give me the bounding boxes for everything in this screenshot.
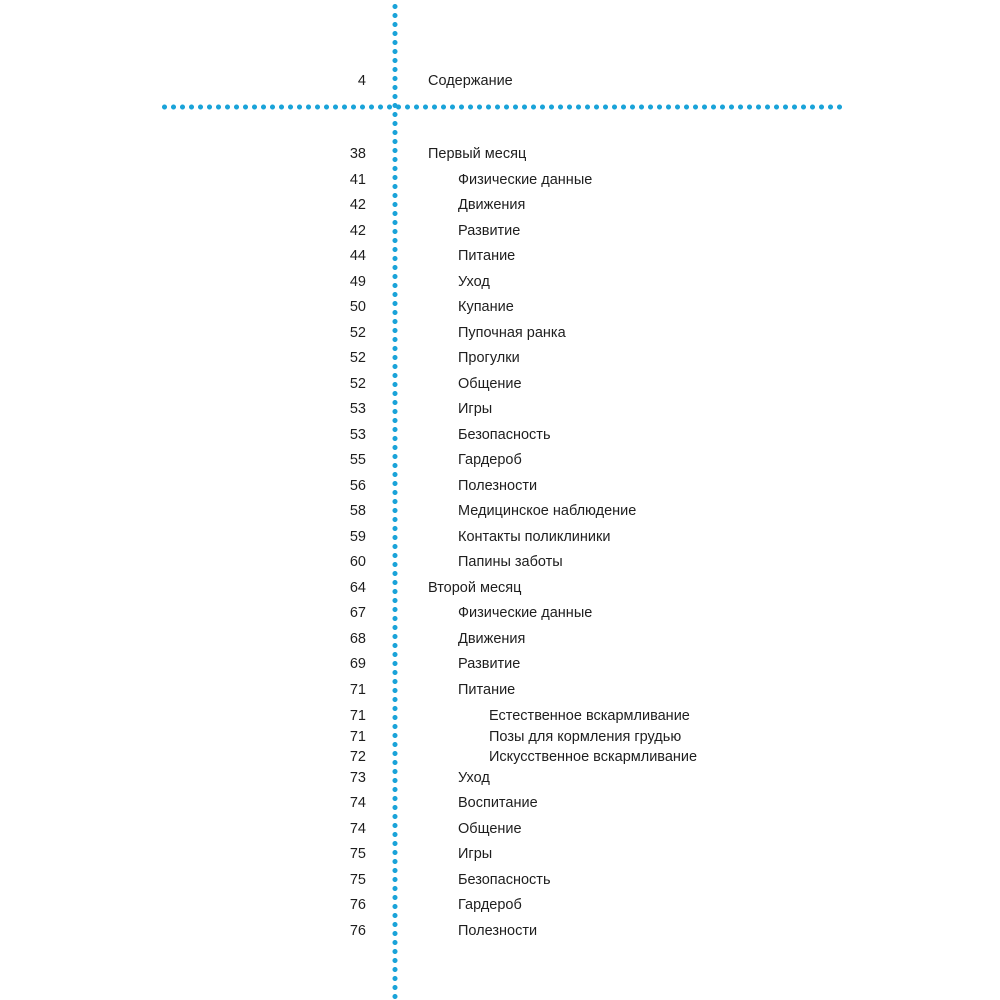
toc-page-number: 60: [349, 554, 366, 570]
toc-entry-title: Питание: [458, 248, 516, 264]
toc-entry[interactable]: [0, 767, 1000, 789]
toc-entry-title: Позы для кормления грудью: [489, 729, 682, 745]
toc-page-number: 56: [349, 478, 366, 494]
toc-entry[interactable]: [0, 602, 1000, 624]
toc-entry[interactable]: [0, 194, 1000, 216]
toc-page-number: 42: [349, 223, 366, 239]
toc-entry[interactable]: [0, 245, 1000, 267]
toc-entry-title: Игры: [458, 846, 493, 862]
toc-page-number: 50: [349, 299, 366, 315]
toc-entry[interactable]: [0, 526, 1000, 548]
toc-entry-title: Безопасность: [458, 872, 551, 888]
toc-entry[interactable]: [0, 271, 1000, 293]
toc-entry-title: Игры: [458, 401, 493, 417]
toc-page-number: 67: [349, 605, 366, 621]
toc-entry-title: Прогулки: [458, 350, 520, 366]
toc-entry[interactable]: [0, 475, 1000, 497]
toc-entry-title: Второй месяц: [428, 580, 522, 596]
toc-entry-title: Гардероб: [458, 452, 522, 468]
toc-page-number: 52: [349, 376, 366, 392]
toc-entry-title: Воспитание: [458, 795, 538, 811]
page-title: Содержание: [428, 73, 513, 89]
toc-entry-title: Купание: [458, 299, 514, 315]
toc-page-number: 64: [349, 580, 366, 596]
toc-entry-title: Гардероб: [458, 897, 522, 913]
toc-entry[interactable]: [0, 746, 1000, 768]
toc-page-number: 53: [349, 401, 366, 417]
toc-entry-title: Папины заботы: [458, 554, 563, 570]
toc-entry[interactable]: [0, 577, 1000, 599]
toc-page-number: 41: [349, 172, 366, 188]
toc-entry-title: Уход: [458, 770, 490, 786]
toc-entry-title: Развитие: [458, 656, 521, 672]
toc-entry[interactable]: [0, 169, 1000, 191]
toc-entry[interactable]: [0, 628, 1000, 650]
horizontal-dotted-divider: [160, 104, 842, 110]
toc-entry[interactable]: [0, 679, 1000, 701]
toc-page-number: 72: [349, 749, 366, 765]
toc-page-number: 76: [349, 897, 366, 913]
toc-page-number: 68: [349, 631, 366, 647]
toc-entry-title: Полезности: [458, 478, 538, 494]
toc-page-number: 53: [349, 427, 366, 443]
toc-entry[interactable]: [0, 322, 1000, 344]
toc-entry-title: Развитие: [458, 223, 521, 239]
toc-entry[interactable]: [0, 869, 1000, 891]
toc-entry-title: Питание: [458, 682, 516, 698]
toc-entry-title: Первый месяц: [428, 146, 527, 162]
toc-page-number: 74: [349, 821, 366, 837]
toc-page-number: 76: [349, 923, 366, 939]
toc-page-number: 42: [349, 197, 366, 213]
toc-page-number: 71: [349, 708, 366, 724]
toc-entry-title: Пупочная ранка: [458, 325, 566, 341]
toc-page-number: 59: [349, 529, 366, 545]
toc-entry[interactable]: [0, 726, 1000, 748]
toc-entry[interactable]: [0, 500, 1000, 522]
toc-entry-title: Общение: [458, 376, 522, 392]
toc-page-number: 58: [349, 503, 366, 519]
toc-page-number: 74: [349, 795, 366, 811]
toc-entry[interactable]: [0, 894, 1000, 916]
toc-entry[interactable]: [0, 843, 1000, 865]
toc-page-number: 44: [349, 248, 366, 264]
toc-entry[interactable]: [0, 398, 1000, 420]
toc-page-number: 73: [349, 770, 366, 786]
toc-entry-title: Безопасность: [458, 427, 551, 443]
toc-entry-title: Физические данные: [458, 605, 593, 621]
toc-page-number: 52: [349, 325, 366, 341]
toc-entry-title: Медицинское наблюдение: [458, 503, 637, 519]
page-number: 4: [357, 73, 366, 89]
toc-page-number: 75: [349, 846, 366, 862]
toc-entry-title: Общение: [458, 821, 522, 837]
toc-entry-title: Контакты поликлиники: [458, 529, 611, 545]
toc-entry[interactable]: [0, 449, 1000, 471]
toc-page-number: 38: [349, 146, 366, 162]
toc-entry[interactable]: [0, 653, 1000, 675]
toc-page-number: 69: [349, 656, 366, 672]
toc-entry[interactable]: [0, 347, 1000, 369]
toc-entry-title: Естественное вскармливание: [489, 708, 690, 724]
toc-entry[interactable]: [0, 792, 1000, 814]
toc-entry-title: Движения: [458, 631, 526, 647]
toc-page-number: 52: [349, 350, 366, 366]
toc-entry[interactable]: [0, 705, 1000, 727]
toc-page-number: 75: [349, 872, 366, 888]
toc-entry[interactable]: [0, 424, 1000, 446]
toc-page-number: 71: [349, 729, 366, 745]
toc-entry[interactable]: [0, 818, 1000, 840]
toc-page-number: 49: [349, 274, 366, 290]
toc-entry[interactable]: [0, 373, 1000, 395]
toc-page-number: 55: [349, 452, 366, 468]
toc-entry-title: Уход: [458, 274, 490, 290]
toc-page-number: 71: [349, 682, 366, 698]
toc-entry-title: Полезности: [458, 923, 538, 939]
toc-entry-title: Физические данные: [458, 172, 593, 188]
toc-entry[interactable]: [0, 296, 1000, 318]
toc-entry[interactable]: [0, 220, 1000, 242]
toc-entry[interactable]: [0, 551, 1000, 573]
toc-entry-title: Искусственное вскармливание: [489, 749, 698, 765]
toc-entry[interactable]: [0, 920, 1000, 942]
toc-entry[interactable]: [0, 143, 1000, 165]
toc-entry-title: Движения: [458, 197, 526, 213]
